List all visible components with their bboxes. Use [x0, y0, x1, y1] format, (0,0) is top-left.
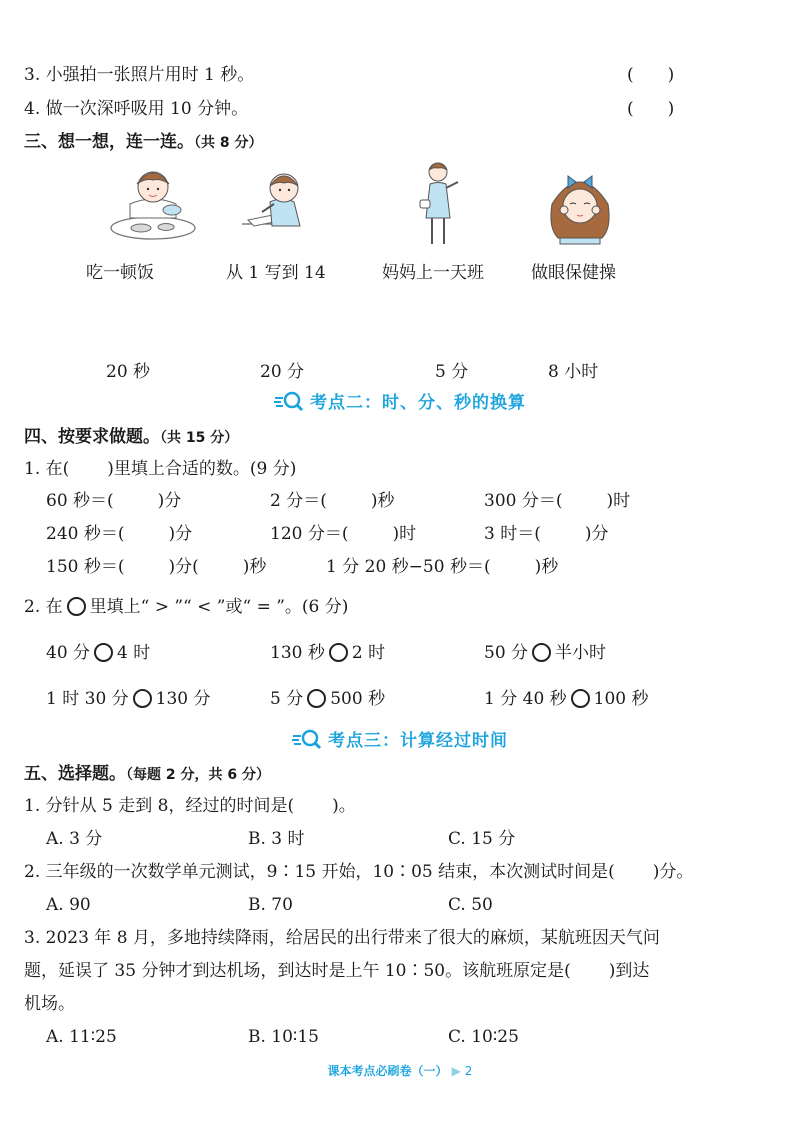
part5-q1: 1. 分针从 5 走到 8，经过的时间是( )。 [24, 796, 356, 816]
part5-q3-line3: 机场。 [24, 994, 75, 1014]
part4-heading [24, 426, 238, 449]
magnifier-icon [274, 390, 304, 412]
page-footer [0, 1062, 800, 1079]
q3-option-c[interactable]: C. 10∶25 [448, 1027, 519, 1047]
duration-20-minutes[interactable]: 20 分 [260, 362, 305, 382]
boy-writing-illustration [240, 164, 320, 246]
q2-option-a[interactable]: A. 90 [46, 895, 91, 915]
activity-eat-meal[interactable]: 吃一顿饭 [86, 263, 154, 283]
part3-title: 三、想一想，连一连。 [24, 132, 194, 152]
fill-item-5[interactable]: 120 分＝( )时 [270, 524, 417, 544]
compare-item-4: 1 时 30 分 130 分 [46, 689, 211, 709]
activity-write-numbers[interactable]: 从 1 写到 14 [226, 263, 326, 283]
footer-label: 课本考点必刷卷（一） [327, 1064, 448, 1078]
compare-item-5: 5 分 500 秒 [270, 689, 386, 709]
compare-item-3: 50 分 半小时 [484, 643, 607, 663]
duration-8-hours[interactable]: 8 小时 [548, 362, 599, 382]
answer-paren-4[interactable]: ( ) [627, 99, 675, 119]
part4-score: （共 15 分） [160, 430, 239, 446]
q1-title-end: )里填上合适的数。(9 分) [107, 459, 297, 479]
q2-title-end: 里填上“ > ”“ < ”或“ = ”。(6 分) [89, 597, 349, 617]
section-title-3: 考点三：计算经过时间 [328, 731, 508, 751]
compare-item-2: 130 秒 2 时 [270, 643, 386, 663]
mother-illustration [408, 160, 468, 250]
fill-item-4[interactable]: 240 秒＝( )分 [46, 524, 193, 544]
triangle-right-icon: ▶ [451, 1064, 461, 1078]
section-title-2: 考点二：时、分、秒的换算 [310, 393, 526, 413]
question-4: 4. 做一次深呼吸用 10 分钟。 [24, 99, 249, 119]
q1-title-start: 1. 在( [24, 459, 70, 479]
part5-heading [24, 763, 270, 786]
duration-20-seconds[interactable]: 20 秒 [106, 362, 151, 382]
part4-q1-title [24, 458, 296, 480]
compare-circle[interactable] [532, 643, 551, 662]
section-banner-2 [0, 388, 800, 416]
fill-item-6[interactable]: 3 时＝( )分 [484, 524, 609, 544]
compare-item-1: 40 分 4 时 [46, 643, 151, 663]
girl-eating-illustration [108, 164, 198, 246]
part4-q2-title [24, 596, 348, 618]
compare-circle[interactable] [94, 643, 113, 662]
compare-circle[interactable] [133, 689, 152, 708]
fill-item-8[interactable]: 1 分 20 秒−50 秒＝( )秒 [326, 557, 559, 577]
q3-option-a[interactable]: A. 11∶25 [46, 1027, 117, 1047]
fill-item-3[interactable]: 300 分＝( )时 [484, 491, 631, 511]
fill-item-2[interactable]: 2 分＝( )秒 [270, 491, 395, 511]
part3-heading [24, 131, 263, 154]
compare-item-6: 1 分 40 秒 100 秒 [484, 689, 649, 709]
q2-title-start: 2. 在 [24, 597, 63, 617]
activity-mother-work[interactable]: 妈妈上一天班 [382, 263, 484, 283]
compare-circle[interactable] [571, 689, 590, 708]
circle-icon [67, 597, 86, 616]
page-number: 2 [464, 1064, 473, 1078]
fill-item-7[interactable]: 150 秒＝( )分( )秒 [46, 557, 267, 577]
part5-q2: 2. 三年级的一次数学单元测试，9∶15 开始，10∶05 结束，本次测试时间是( )分。 [24, 862, 694, 882]
compare-circle[interactable] [307, 689, 326, 708]
part5-q3-line1: 3. 2023 年 8 月，多地持续降雨，给居民的出行带来了很大的麻烦，某航班因天气问 [24, 928, 660, 948]
part4-title: 四、按要求做题。 [24, 427, 160, 447]
part5-q3-line2: 题，延误了 35 分钟才到达机场，到达时是上午 10∶50。该航班原定是( )到达 [24, 961, 650, 981]
girl-eye-exercise-illustration [540, 164, 620, 246]
section-banner-3 [0, 726, 800, 754]
q3-option-b[interactable]: B. 10∶15 [248, 1027, 319, 1047]
q2-option-b[interactable]: B. 70 [248, 895, 293, 915]
duration-5-minutes[interactable]: 5 分 [435, 362, 469, 382]
activity-eye-exercise[interactable]: 做眼保健操 [531, 263, 616, 283]
q2-option-c[interactable]: C. 50 [448, 895, 493, 915]
part5-title: 五、选择题。 [24, 764, 126, 784]
answer-paren-3[interactable]: ( ) [627, 65, 675, 85]
magnifier-icon [292, 728, 322, 750]
part3-score: （共 8 分） [194, 135, 263, 151]
fill-item-1[interactable]: 60 秒＝( )分 [46, 491, 182, 511]
q1-option-a[interactable]: A. 3 分 [46, 829, 103, 849]
q1-option-b[interactable]: B. 3 时 [248, 829, 305, 849]
compare-circle[interactable] [329, 643, 348, 662]
question-3: 3. 小强拍一张照片用时 1 秒。 [24, 65, 255, 85]
q1-option-c[interactable]: C. 15 分 [448, 829, 516, 849]
part5-score: （每题 2 分，共 6 分） [126, 767, 270, 783]
